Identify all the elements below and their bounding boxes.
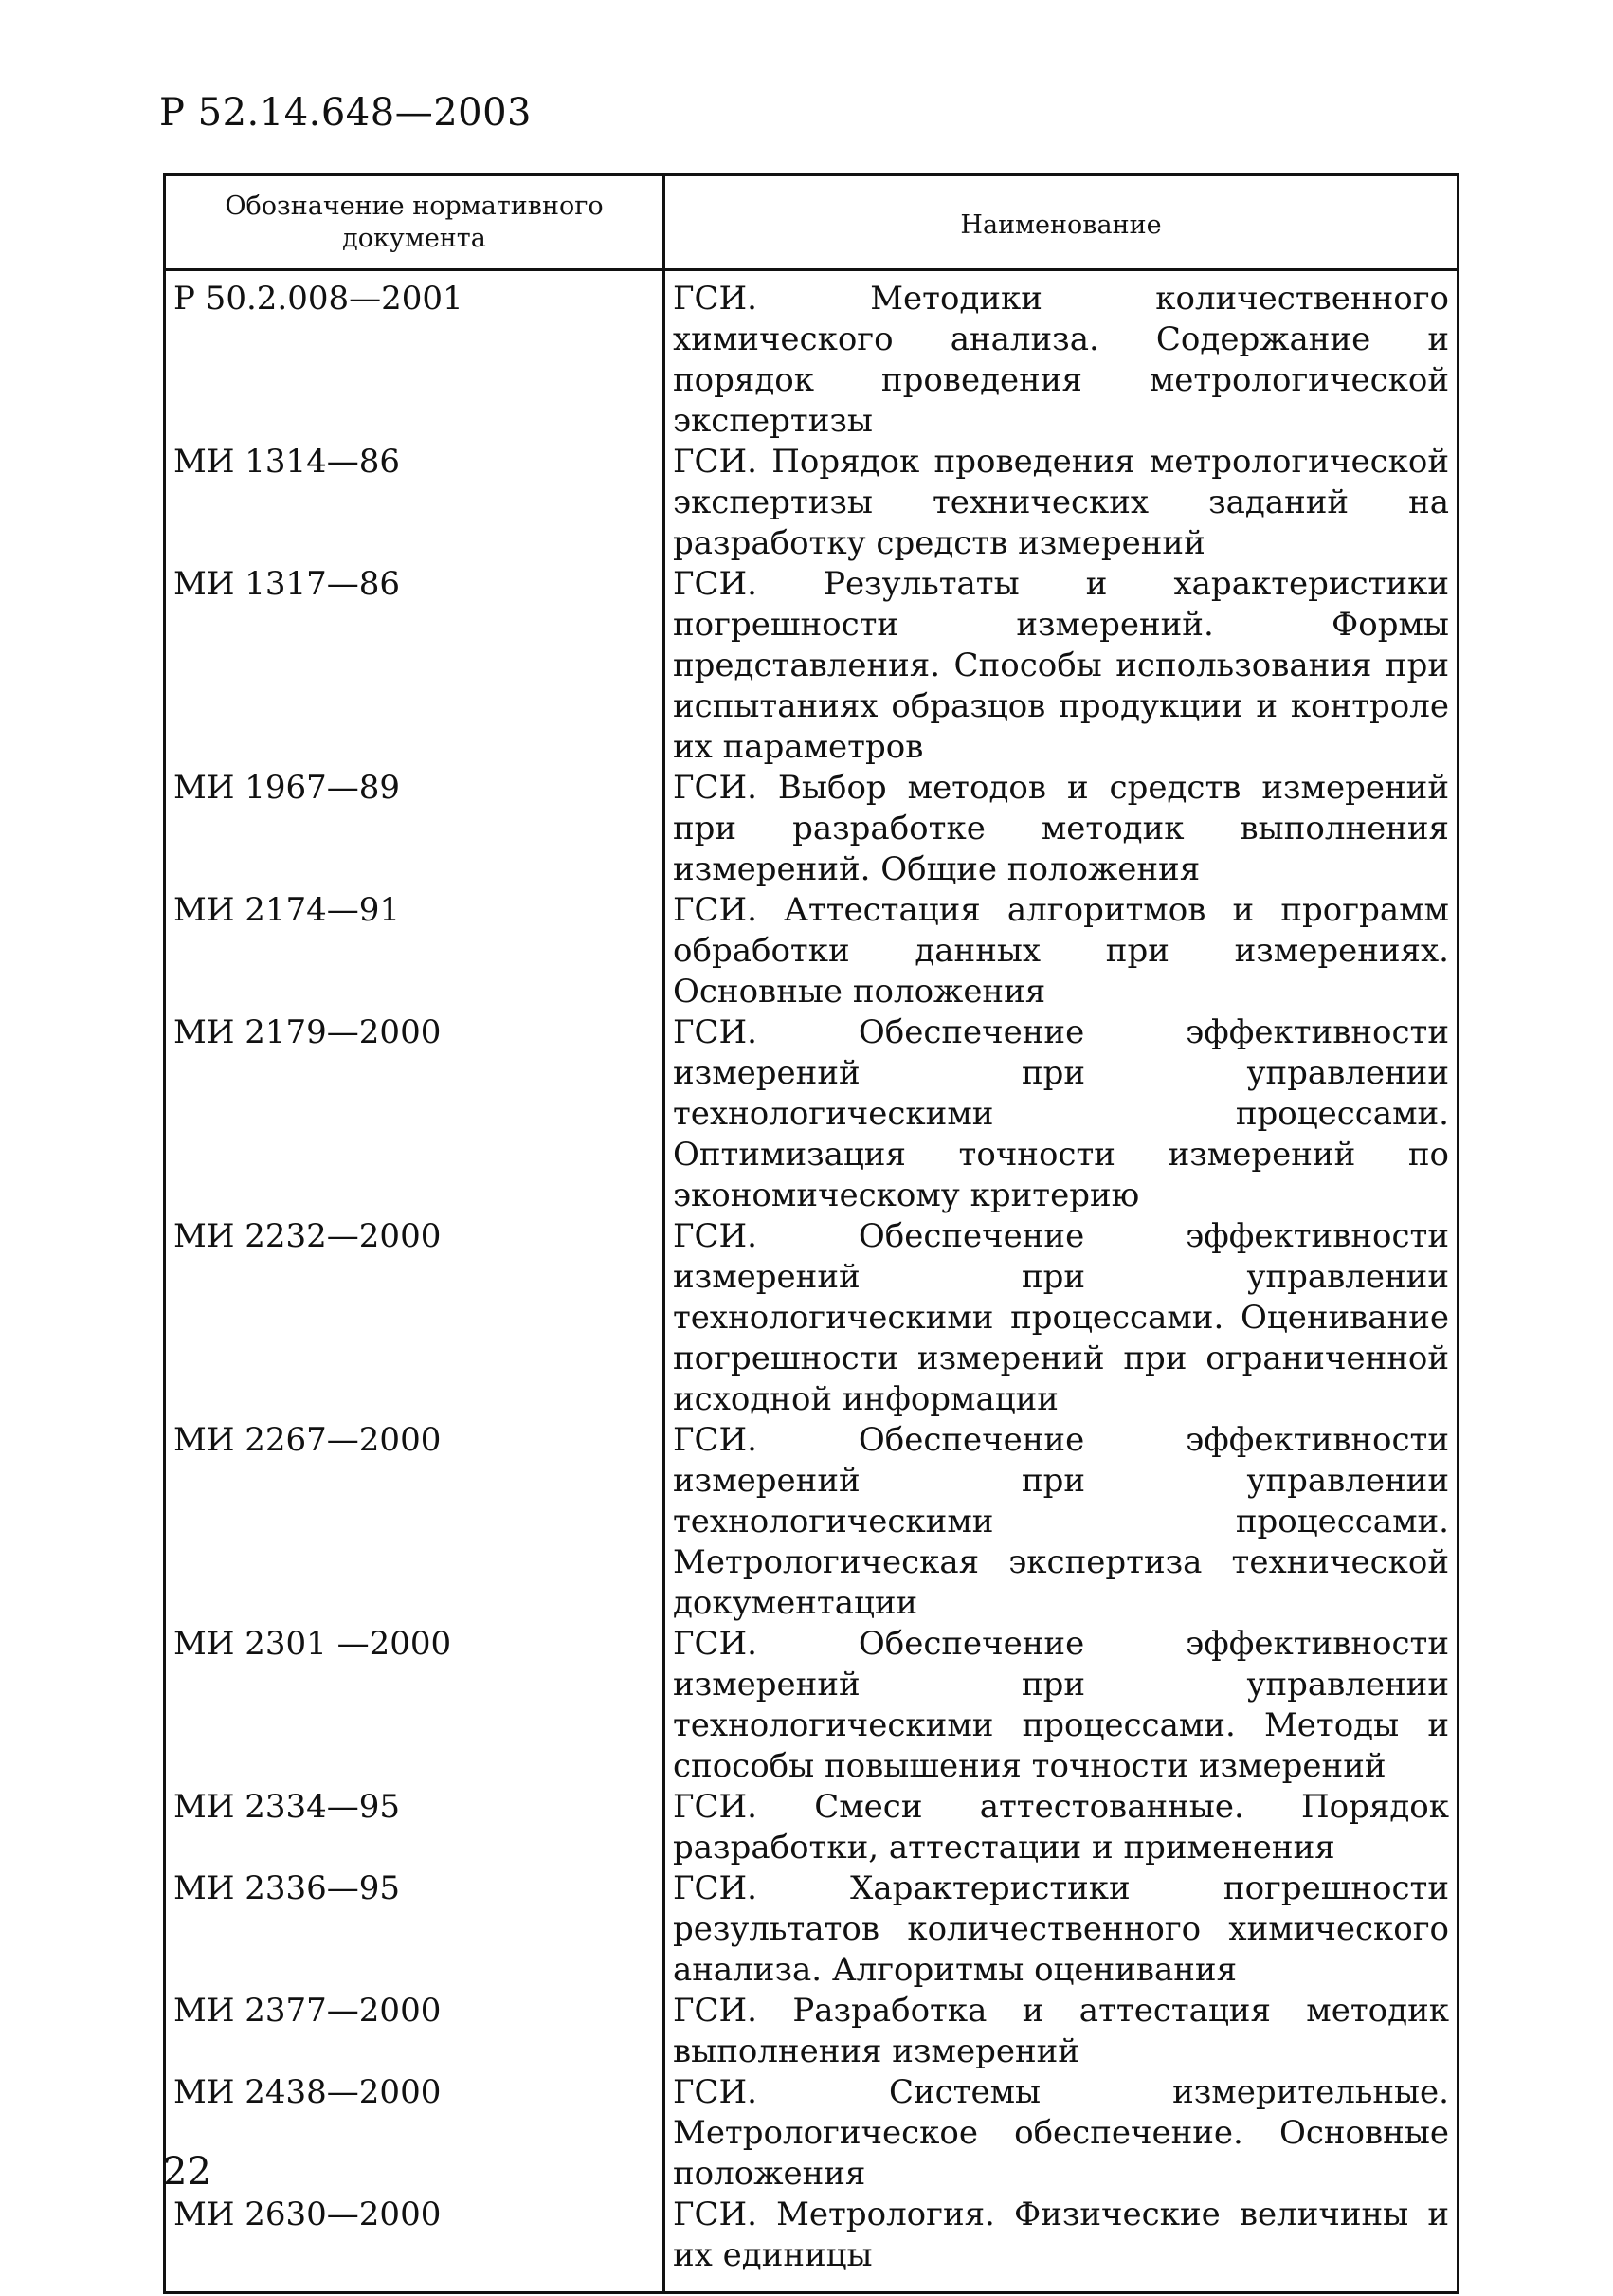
table-row	[166, 768, 1457, 890]
row-title: ГСИ. Смеси аттестованные. Порядок разработки, аттестации и применения	[673, 1788, 1449, 1867]
table-row	[166, 1868, 1457, 1991]
table-row	[166, 1216, 1457, 1420]
row-title: ГСИ. Результаты и характеристики погрешности измерений. Формы представления. Способы использования при испытаниях образцов продукции и контроле их параметров	[673, 565, 1449, 766]
row-code: МИ 1967—89	[166, 768, 665, 890]
header-designation: Обозначение нормативного документа	[166, 176, 665, 268]
table-row	[166, 1624, 1457, 1787]
table-row	[166, 271, 1457, 442]
row-code: МИ 2232—2000	[166, 1216, 665, 1420]
row-code: МИ 2174—91	[166, 890, 665, 1012]
row-code: МИ 2301 —2000	[166, 1624, 665, 1787]
row-code: Р 50.2.008—2001	[166, 271, 665, 442]
row-title: ГСИ. Обеспечение эффективности измерений при управлении технологическими процессами. Оптимизация точности измерений по экономическому критерию	[673, 1013, 1449, 1214]
row-title: ГСИ. Методики количественного химического анализа. Содержание и порядок проведения метрологической экспертизы	[673, 280, 1449, 440]
table-row	[166, 1991, 1457, 2072]
row-title: ГСИ. Порядок проведения метрологической экспертизы технических заданий на разработку средств измерений	[673, 443, 1449, 562]
table-row	[166, 1420, 1457, 1624]
table-row	[166, 2195, 1457, 2291]
row-code: МИ 2267—2000	[166, 1420, 665, 1624]
table-row	[166, 564, 1457, 768]
document-code: Р 52.14.648—2003	[159, 91, 532, 135]
row-code: МИ 2630—2000	[166, 2195, 665, 2291]
row-code: МИ 2377—2000	[166, 1991, 665, 2072]
normative-references-table	[163, 173, 1459, 2294]
row-title: ГСИ. Системы измерительные. Метрологическое обеспечение. Основные положения	[673, 2073, 1449, 2193]
row-title: ГСИ. Обеспечение эффективности измерений при управлении технологическими процессами. Методы и способы повышения точности измерений	[673, 1625, 1449, 1785]
row-title: ГСИ. Обеспечение эффективности измерений при управлении технологическими процессами. Метрологическая экспертиза технической документации	[673, 1421, 1449, 1622]
table-header	[166, 176, 1457, 271]
table-row	[166, 1787, 1457, 1868]
table-row	[166, 1012, 1457, 1216]
row-title: ГСИ. Выбор методов и средств измерений при разработке методик выполнения измерений. Общие положения	[673, 769, 1449, 888]
row-code: МИ 2179—2000	[166, 1012, 665, 1216]
row-title: ГСИ. Обеспечение эффективности измерений при управлении технологическими процессами. Оценивание погрешности измерений при ограниченной исходной информации	[673, 1217, 1449, 1418]
page-number: 22	[163, 2150, 211, 2194]
row-code: МИ 1314—86	[166, 442, 665, 564]
table-row	[166, 442, 1457, 564]
row-code: МИ 1317—86	[166, 564, 665, 768]
table-body	[166, 271, 1457, 2291]
row-title: ГСИ. Разработка и аттестация методик выполнения измерений	[673, 1992, 1449, 2070]
header-name: Наименование	[960, 210, 1162, 240]
row-code: МИ 2336—95	[166, 1868, 665, 1991]
row-code: МИ 2334—95	[166, 1787, 665, 1868]
row-code: МИ 2438—2000	[166, 2072, 665, 2195]
row-title: ГСИ. Аттестация алгоритмов и программ обработки данных при измерениях. Основные положения	[673, 891, 1449, 1011]
row-title: ГСИ. Метрология. Физические величины и их единицы	[673, 2196, 1449, 2274]
table-row	[166, 890, 1457, 1012]
table-row	[166, 2072, 1457, 2195]
row-title: ГСИ. Характеристики погрешности результатов количественного химического анализа. Алгоритмы оценивания	[673, 1869, 1449, 1989]
